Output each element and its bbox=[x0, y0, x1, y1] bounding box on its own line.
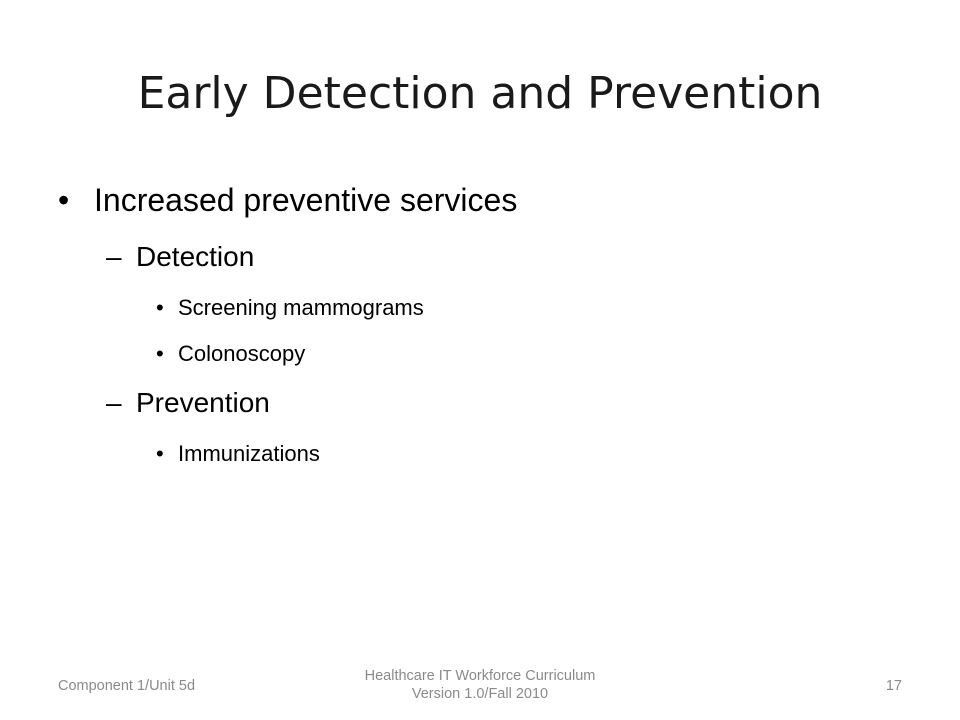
dash-marker: – bbox=[106, 241, 122, 272]
footer-component-label: Component 1/Unit 5d bbox=[58, 678, 196, 694]
bullet-text: Prevention bbox=[136, 387, 270, 418]
bullet-marker: • bbox=[156, 295, 164, 320]
dash-marker: – bbox=[106, 387, 122, 418]
bullet-marker: • bbox=[58, 182, 70, 218]
slide-title: Early Detection and Prevention bbox=[137, 68, 823, 119]
bullet-text: Immunizations bbox=[178, 441, 320, 466]
bullet-marker: • bbox=[156, 441, 164, 466]
bullet-text: Increased preventive services bbox=[94, 182, 518, 218]
bullet-text: Screening mammograms bbox=[178, 295, 424, 320]
footer-curriculum bbox=[300, 667, 660, 703]
page-number: 17 bbox=[885, 678, 902, 694]
footer-curriculum-line2: Version 1.0/Fall 2010 bbox=[411, 686, 549, 702]
bullet-marker: • bbox=[156, 341, 164, 366]
bullet-text: Colonoscopy bbox=[178, 341, 306, 366]
bullet-text: Detection bbox=[136, 241, 255, 272]
footer-curriculum-line1: Healthcare IT Workforce Curriculum bbox=[364, 668, 596, 684]
